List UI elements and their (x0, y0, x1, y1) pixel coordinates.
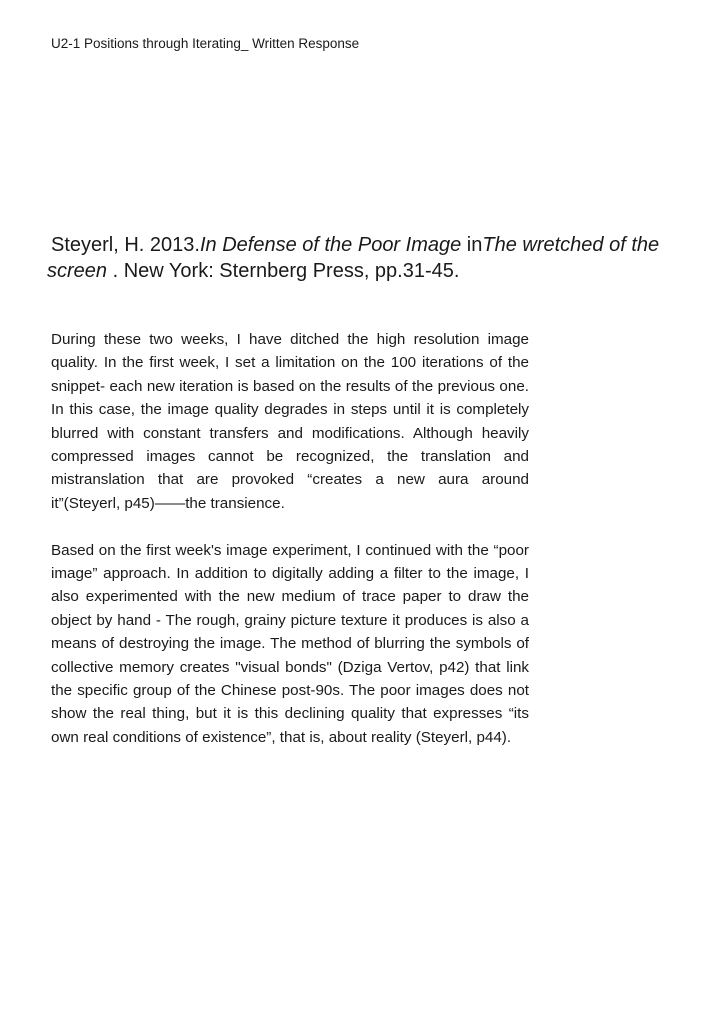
citation-book-title: The wretched of the (482, 234, 660, 256)
citation-article-title: In Defense of the Poor Image (199, 234, 462, 256)
citation-reference (47, 232, 691, 284)
body-paragraph-2: Based on the first week's image experiment, I continued with the “poor image” approach. In addition to digitally adding a filter to the image, I also experimented with the new medium of trace paper to draw the object by hand - The rough, grainy picture texture it produces is also a means of destroying the image. The method of blurring the symbols of collective memory creates "visual bonds" (Dziga Vertov, p42) that link the specific group of the Chinese post-90s. The poor images does not show the real thing, but it is this declining quality that expresses “its own real conditions of existence”, that is, about reality (Steyerl, p44). (51, 541, 529, 746)
citation-publisher: . New York: Sternberg Press, pp.31-45. (107, 260, 460, 282)
written-response-body (51, 328, 529, 749)
citation-author-year: Steyerl, H. 2013. (51, 234, 200, 256)
citation-connector: in (461, 234, 483, 256)
citation-line-2 (47, 258, 691, 284)
citation-book-title-continued: screen (47, 260, 108, 282)
document-header-title: U2-1 Positions through Iterating_ Written Response (51, 36, 360, 51)
body-paragraph-1: During these two weeks, I have ditched the high resolution image quality. In the first week, I set a limitation on the 100 iterations of the snippet- each new iteration is based on the results of the previous one. In this case, the image quality degrades in steps until it is completely blurred with constant transfers and modifications. Although heavily compressed images cannot be recognized, the translation and mistranslation that are provoked “creates a new aura around it”(Steyerl, p45)——the transience. (51, 331, 529, 512)
